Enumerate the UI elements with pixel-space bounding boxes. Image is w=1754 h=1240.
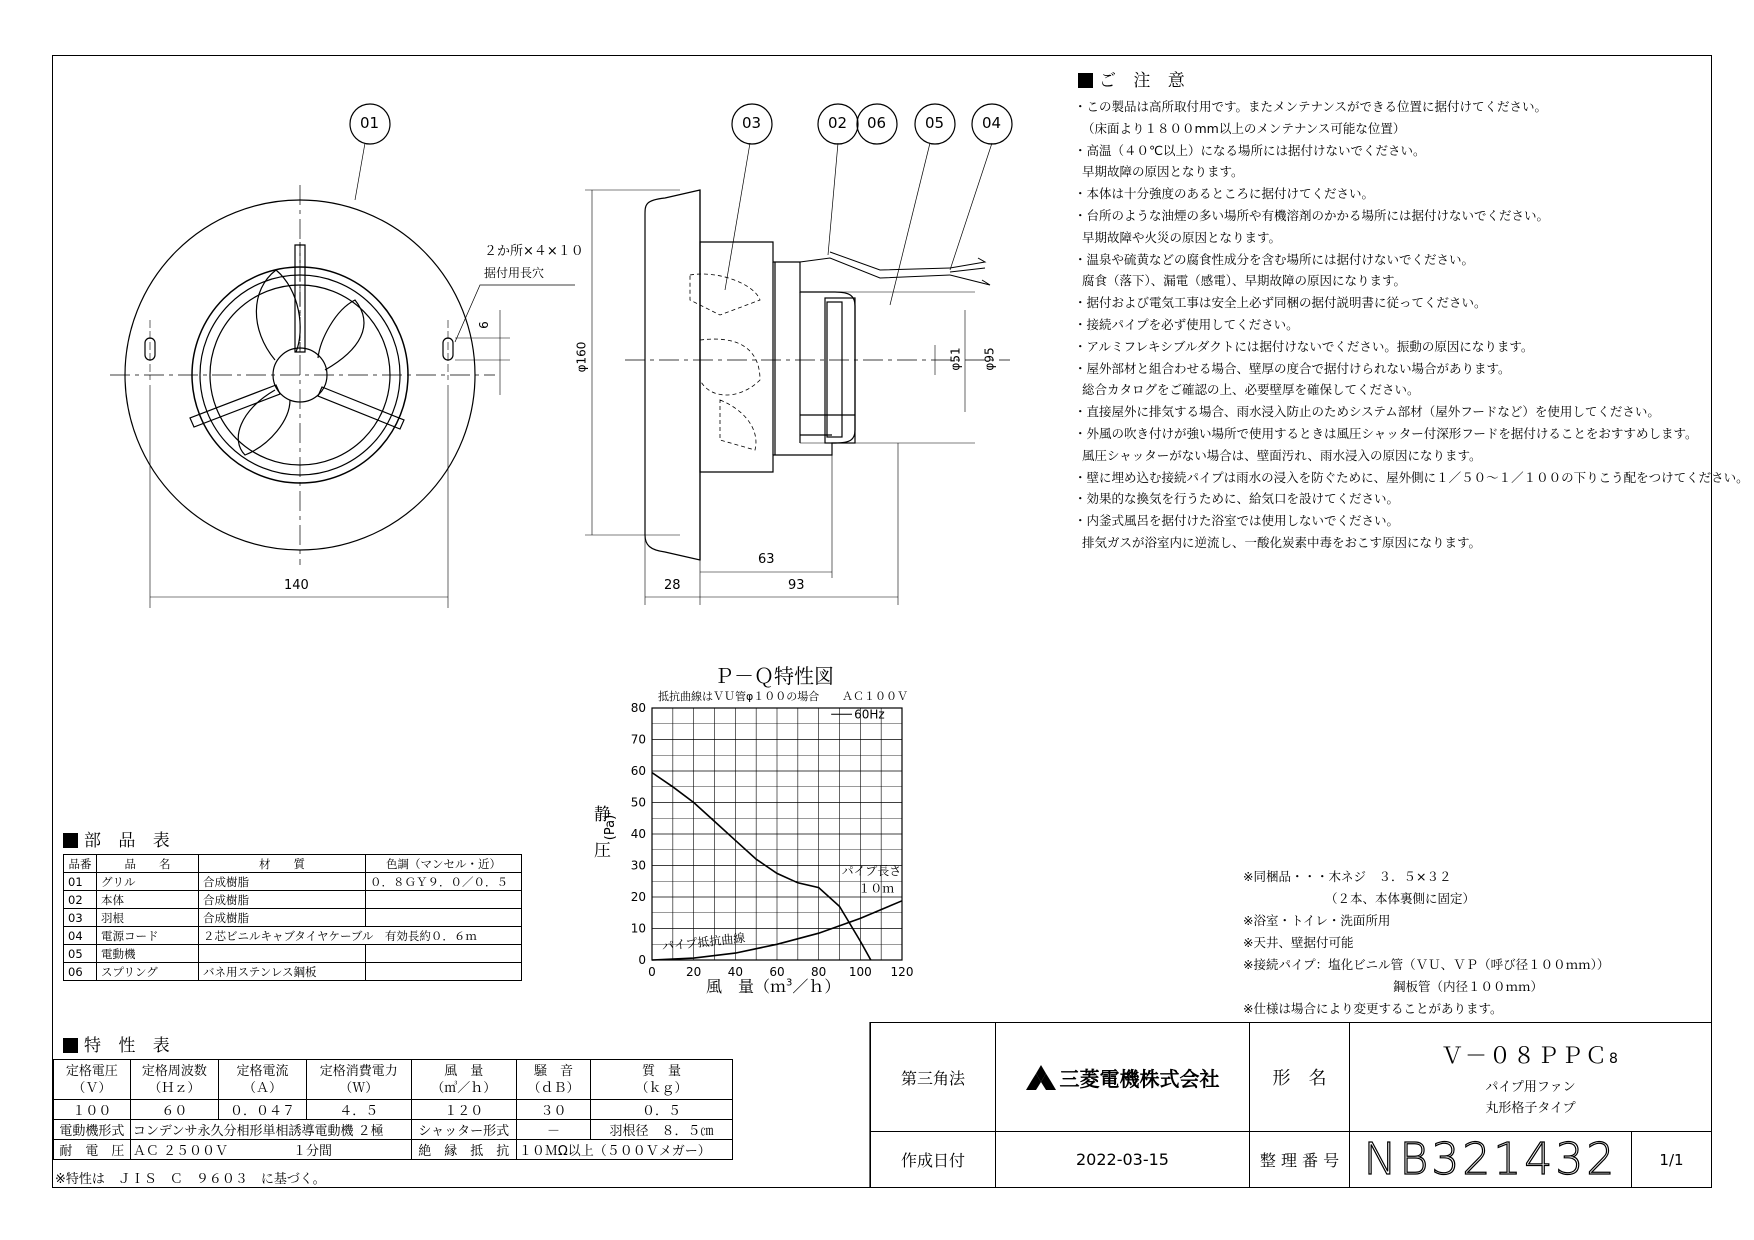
spec-header-cell: [54, 1060, 131, 1100]
spec-header-name: 質 量: [642, 1063, 682, 1079]
parts-cell: 羽根: [97, 909, 199, 927]
parts-cell: グリル: [97, 873, 199, 891]
parts-cell: 05: [64, 945, 97, 963]
note-line: ・アルミフレキシブルダクトには据付けないでください。振動の原因になります。: [1074, 338, 1534, 354]
x-tick-label: 120: [890, 965, 914, 979]
parts-cell: 合成樹脂: [199, 891, 366, 909]
motor-label: 電動機形式: [54, 1120, 131, 1140]
remark-line: 鋼板管（内径１００ｍｍ）: [1393, 979, 1544, 994]
withstand-time: １分間: [292, 1144, 332, 1159]
table-row: [64, 963, 522, 981]
spec-value-cell: １２０: [411, 1100, 516, 1120]
note-line: 風圧シャッターがない場合は、壁面汚れ、雨水浸入の原因になります。: [1082, 447, 1482, 463]
dim-28: 28: [664, 578, 681, 593]
parts-cell: 06: [64, 963, 97, 981]
blade-cell: [591, 1120, 733, 1140]
chart-xlabel-end: ／ｈ）: [792, 977, 841, 996]
remark-line: ※仕様は場合により変更することがあります。: [1243, 1001, 1503, 1016]
y-tick-label: 50: [630, 795, 646, 810]
notes-list: [1074, 96, 1749, 554]
note-line: ・外風の吹き付けが強い場所で使用するときは風圧シャッター付深形フードを据付けることをおすすめします。: [1074, 425, 1698, 441]
note-line: ・高温（４０℃以上）になる場所には据付けないでください。: [1074, 142, 1426, 158]
parts-cell: 03: [64, 909, 97, 927]
callout-04: 04: [982, 114, 1002, 132]
parts-cell: [366, 909, 522, 927]
withstand-value: ＡＣ ２５００Ｖ: [132, 1144, 228, 1159]
table-row: [64, 873, 522, 891]
chart-ylabel-2: 圧: [594, 841, 611, 861]
hole-note: ２か所×４×１０: [484, 244, 584, 259]
parts-header-row: [64, 855, 522, 873]
company-name: 三菱電機株式会社: [1059, 1066, 1220, 1091]
note-line: ・効果的な換気を行うために、給気口を設けてください。: [1074, 491, 1400, 507]
withstand-cell: [130, 1140, 411, 1160]
x-tick-label: 20: [686, 965, 702, 979]
parts-cell: [366, 963, 522, 981]
callout-05: 05: [925, 114, 945, 132]
dim-dia51: φ51: [948, 347, 963, 371]
spec-header-name: 風 量: [444, 1063, 484, 1079]
spec-table: [53, 1059, 733, 1160]
parts-header-cell: 色調（マンセル・近）: [366, 855, 522, 873]
model-text: Ｖ－０８ＰＰＣ: [1441, 1043, 1610, 1069]
note-line: ・台所のような油煙の多い場所や有機溶剤のかかる場所には据付けないでください。: [1074, 207, 1550, 223]
x-tick-label: 40: [727, 965, 743, 979]
note-line: ・接続パイプを必ず使用してください。: [1074, 316, 1299, 332]
note-line: 総合カタログをご確認の上、必要壁厚を確保してください。: [1082, 382, 1420, 398]
side-view: [585, 190, 1010, 605]
chart-voltage: ＡＣ１００Ｖ: [842, 690, 908, 703]
note-line: （床面より１８００mm以上のメンテナンス可能な位置）: [1082, 120, 1406, 136]
spec-header-cell: [591, 1060, 733, 1100]
parts-header-cell: 品番: [64, 855, 97, 873]
parts-cell: ０．８ＧＹ９．０／０．５: [366, 873, 522, 891]
callout-03: 03: [742, 114, 762, 132]
note-line: ・本体は十分強度のあるところに据付けてください。: [1074, 186, 1375, 202]
dim-93: 93: [788, 578, 805, 593]
y-tick-label: 60: [630, 764, 646, 778]
y-tick-label: 30: [630, 858, 646, 873]
spec-title: [63, 1031, 176, 1056]
blade-value: ８．５㎝: [661, 1124, 714, 1139]
parts-header-cell: 材 質: [199, 855, 366, 873]
spec-header-name: 定格周波数: [141, 1063, 207, 1079]
spec-header-cell: [307, 1060, 412, 1100]
number-label: 整 理 番 号: [1249, 1131, 1350, 1188]
remark-line: （２本、本体裏側に固定）: [1325, 891, 1476, 906]
parts-title-text: 部 品 表: [84, 831, 176, 851]
note-line: 早期故障や火災の原因となります。: [1082, 229, 1282, 245]
spec-header-unit: （㎥／ｈ）: [431, 1080, 497, 1096]
model-label: 形 名: [1249, 1022, 1350, 1132]
sheet-number: 1/1: [1631, 1131, 1712, 1188]
insulation-value: １０ＭΩ以上（５００Ｖメガー）: [516, 1140, 732, 1160]
date-value: 2022-03-15: [995, 1131, 1250, 1188]
parts-table: [63, 854, 522, 981]
model-desc-1: パイプ用ファン: [1485, 1079, 1576, 1095]
insulation-label: 絶 縁 抵 抗: [411, 1140, 516, 1160]
note-line: ・屋外部材と組合わせる場合、壁厚の度合で据付けられない場合があります。: [1074, 360, 1511, 376]
parts-cell: [199, 945, 366, 963]
annotation-pipe-10m: １０ｍ: [858, 881, 895, 896]
remark-line: ※浴室・トイレ・洗面所用: [1243, 913, 1391, 928]
blade-label: 羽根径: [609, 1124, 649, 1139]
chart-yunit: (Pa): [603, 814, 619, 841]
series-line-60hz: [652, 773, 871, 960]
chart-ylabel-1: 静: [594, 805, 611, 825]
spec-title-text: 特 性 表: [84, 1036, 176, 1056]
x-tick-label: 60: [769, 965, 785, 979]
parts-cell: 本体: [97, 891, 199, 909]
title-block: [870, 1022, 1712, 1188]
spec-footnote: ※特性は ＪＩＳ Ｃ ９６０３ に基づく。: [55, 1172, 326, 1187]
spec-value-cell: １００: [54, 1100, 131, 1120]
chart-title: Ｐ－Ｑ特性図: [714, 664, 834, 688]
model-number: [1441, 1039, 1620, 1070]
y-tick-label: 20: [630, 890, 646, 904]
notes-title-text: ご 注 意: [1099, 71, 1191, 91]
note-line: ・直接屋外に排気する場合、雨水浸入防止のためシステム部材（屋外フードなど）を使用してください。: [1074, 404, 1660, 420]
shutter-value: －: [516, 1120, 590, 1140]
legend-label: 60Hz: [854, 707, 885, 722]
parts-cell: 電動機: [97, 945, 199, 963]
note-line: ・温泉や硫黄などの腐食性成分を含む場所には据付けないでください。: [1074, 251, 1475, 267]
parts-cell: ２芯ビニルキャブタイヤケーブル 有効長約０．６ｍ: [199, 927, 522, 945]
annotation-pipe-length: パイプ長さ: [841, 863, 902, 878]
spec-header-cell: [411, 1060, 516, 1100]
parts-header-cell: 品 名: [97, 855, 199, 873]
square-bullet-icon: [63, 833, 78, 848]
parts-cell: [366, 945, 522, 963]
chart-xlabel-sup: 3: [786, 977, 793, 989]
dim-140: 140: [284, 578, 309, 593]
spec-header-cell: [130, 1060, 218, 1100]
spec-header-unit: （ｄＢ）: [527, 1080, 580, 1096]
model-desc-2: 丸形格子タイプ: [1485, 1100, 1576, 1116]
withstand-label: 耐 電 圧: [54, 1140, 131, 1160]
note-line: ・据付および電気工事は安全上必ず同梱の据付説明書に従ってください。: [1074, 295, 1487, 311]
y-tick-label: 40: [630, 827, 646, 841]
chart-xlabel-text: 風 量（ｍ: [706, 977, 787, 996]
spec-header-name: 定格消費電力: [319, 1063, 398, 1079]
remark-line: ※同梱品・・・木ネジ ３．５×３２: [1243, 869, 1452, 884]
note-line: 腐食（落下）、漏電（感電）、早期故障の原因になります。: [1082, 273, 1407, 289]
drawing-number: NB321432: [1349, 1131, 1632, 1188]
y-tick-label: 10: [630, 921, 646, 936]
spec-header-unit: （Ｖ）: [72, 1080, 112, 1096]
remarks: [1243, 866, 1609, 1020]
parts-cell: 02: [64, 891, 97, 909]
spec-header-unit: （Ｈｚ）: [148, 1080, 201, 1096]
table-row: [64, 927, 522, 945]
note-line: 排気ガスが浴室内に逆流し、一酸化炭素中毒をおこす原因になります。: [1082, 534, 1482, 550]
parts-title: [63, 826, 176, 851]
spec-value-cell: ６０: [130, 1100, 218, 1120]
chart-note: 抵抗曲線はＶＵ管φ１００の場合: [658, 690, 820, 703]
y-tick-label: 80: [630, 701, 646, 715]
callout-02: 02: [828, 114, 848, 132]
spec-header-unit: （Ａ）: [242, 1080, 282, 1096]
model-cell: [1349, 1022, 1712, 1132]
shutter-label: シャッター形式: [411, 1120, 516, 1140]
square-bullet-icon: [63, 1038, 78, 1053]
table-row: [64, 891, 522, 909]
dim-63: 63: [758, 552, 775, 567]
remark-line: ※天井、壁据付可能: [1243, 935, 1354, 950]
parts-cell: 電源コード: [97, 927, 199, 945]
dim-dia95: φ95: [982, 347, 997, 371]
y-tick-label: 0: [638, 953, 646, 967]
date-label: 作成日付: [870, 1131, 996, 1188]
spec-value-cell: ３０: [516, 1100, 590, 1120]
spec-header-unit: （ｋｇ）: [635, 1080, 688, 1096]
table-row: [64, 945, 522, 963]
callout-06: 06: [867, 114, 887, 132]
y-tick-label: 70: [630, 732, 646, 747]
note-line: ・この製品は高所取付用です。またメンテナンスができる位置に据付けてください。: [1074, 99, 1548, 114]
mitsubishi-logo-icon: [1026, 1064, 1056, 1090]
note-line: 早期故障の原因となります。: [1082, 164, 1244, 180]
spec-header-cell: [516, 1060, 590, 1100]
notes-title: [1078, 66, 1191, 91]
dim-dia160: φ160: [574, 341, 589, 373]
spec-header-name: 定格電圧: [65, 1063, 118, 1079]
spec-value-cell: ０．０４７: [218, 1100, 306, 1120]
callout-01: 01: [360, 114, 380, 132]
hole-note-2: 据付用長穴: [484, 266, 545, 280]
spec-value-cell: ４．５: [307, 1100, 412, 1120]
parts-cell: 01: [64, 873, 97, 891]
company: [995, 1022, 1250, 1132]
parts-cell: [366, 891, 522, 909]
remark-line: ※接続パイプ：塩化ビニル管（ＶＵ、ＶＰ（呼び径１００ｍｍ））: [1243, 957, 1610, 972]
spec-header-name: 定格電流: [236, 1063, 289, 1079]
x-tick-label: 0: [648, 965, 656, 979]
note-line: ・内釜式風呂を据付けた浴室では使用しないでください。: [1074, 513, 1400, 529]
motor-value: コンデンサ永久分相形単相誘導電動機 ２極: [130, 1120, 411, 1140]
parts-cell: バネ用ステンレス鋼板: [199, 963, 366, 981]
parts-cell: スプリング: [97, 963, 199, 981]
x-tick-label: 100: [848, 965, 872, 979]
model-suffix: 8: [1609, 1050, 1620, 1067]
dim-6: 6: [476, 321, 491, 329]
parts-cell: 04: [64, 927, 97, 945]
spec-header-unit: （Ｗ）: [339, 1080, 379, 1096]
table-row: [64, 909, 522, 927]
parts-cell: 合成樹脂: [199, 909, 366, 927]
spec-header-cell: [218, 1060, 306, 1100]
parts-cell: 合成樹脂: [199, 873, 366, 891]
square-bullet-icon: [1078, 73, 1093, 88]
spec-header-name: 騒 音: [533, 1063, 573, 1079]
x-tick-label: 80: [811, 965, 827, 979]
annotation-resistance-curve: パイプ抵抗曲線: [661, 930, 746, 954]
projection: 第三角法: [870, 1022, 996, 1132]
pq-chart: [620, 690, 920, 980]
note-line: ・壁に埋め込む接続パイプは雨水の浸入を防ぐために、屋外側に１／５０～１／１００の下りこう配をつけてください。: [1074, 469, 1749, 485]
spec-value-cell: ０．５: [591, 1100, 733, 1120]
